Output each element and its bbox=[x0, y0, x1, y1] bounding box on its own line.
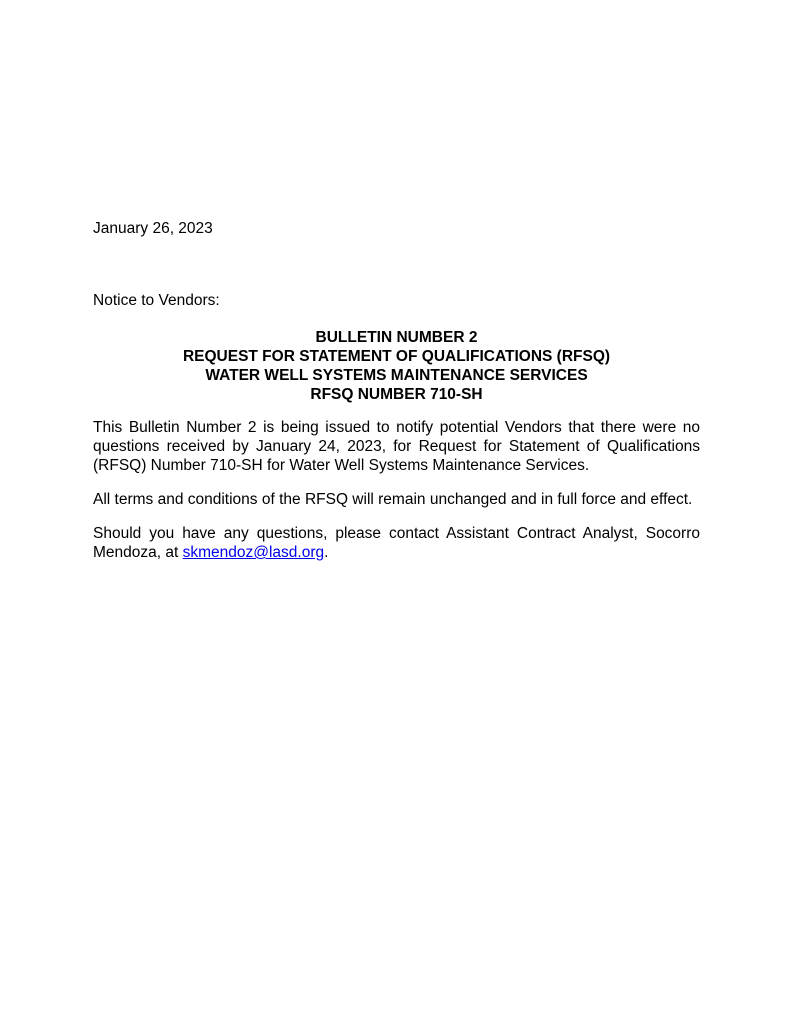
title-line-rfsq-number: RFSQ NUMBER 710-SH bbox=[310, 386, 483, 403]
salutation: Notice to Vendors: bbox=[93, 292, 220, 309]
title-line-rfsq-request: REQUEST FOR STATEMENT OF QUALIFICATIONS (RFSQ) bbox=[182, 348, 611, 365]
document-title-block bbox=[93, 328, 700, 404]
contact-text-suffix: . bbox=[324, 544, 329, 561]
email-link[interactable]: skmendoz@lasd.org bbox=[182, 544, 325, 561]
paragraph-terms: All terms and conditions of the RFSQ will remain unchanged and in full force and effect. bbox=[93, 491, 693, 508]
title-line-services: WATER WELL SYSTEMS MAINTENANCE SERVICES bbox=[205, 367, 588, 384]
document-date: January 26, 2023 bbox=[93, 220, 213, 237]
title-line-bulletin-number: BULLETIN NUMBER 2 bbox=[315, 329, 478, 346]
paragraph-bulletin-notice: This Bulletin Number 2 is being issued to notify potential Vendors that there were no questions received by January 24, 2023, for Request for Statement of Qualifications (RFSQ) Number 710-SH for Water Well Systems Maintenance Services. bbox=[93, 419, 700, 474]
letter-body bbox=[93, 219, 700, 577]
paragraph-contact bbox=[93, 524, 700, 562]
contact-text-prefix: Should you have any questions, please contact Assistant Contract Analyst, Socorro Mendoza, at bbox=[93, 525, 700, 561]
